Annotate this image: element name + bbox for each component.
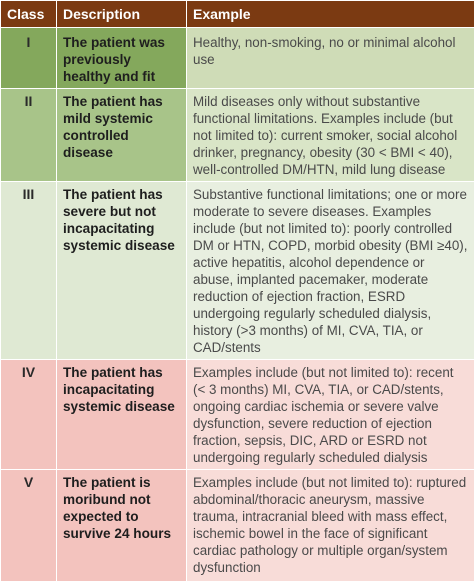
example-cell: Examples include (but not limited to): ruptured abdominal/thoracic aneurysm, massive trauma, intracranial bleed with mass effect, ischemic bowel in the face of significant cardiac pathology or multiple organ/system dysfunction [187,470,474,582]
description-cell: The patient has severe but not incapacitating systemic disease [57,182,187,360]
example-cell: Substantive functional limitations; one or more moderate to severe diseases. Examples include (but not limited to): poorly controlled DM or HTN, COPD, morbid obesity (BMI ≥40), active hepatitis, alcohol dependence or abuse, implanted pacemaker, moderate reduction of ejection fraction, ESRD undergoing regularly scheduled dialysis, history (>3 months) of MI, CVA, TIA, or CAD/stents [187,182,474,360]
class-cell: I [1,28,57,89]
table-row [1,89,474,182]
header-example: Example [187,1,474,28]
example-cell: Mild diseases only without substantive functional limitations. Examples include (but not limited to): current smoker, social alcohol drinker, pregnancy, obesity (30 < BMI < 40), well-controlled DM/HTN, mild lung disease [187,89,474,182]
example-cell: Healthy, non-smoking, no or minimal alcohol use [187,28,474,89]
class-cell: IV [1,360,57,470]
class-cell: III [1,182,57,360]
class-cell: II [1,89,57,182]
table-row [1,28,474,89]
description-cell: The patient was previously healthy and fit [57,28,187,89]
description-cell: The patient is moribund not expected to survive 24 hours [57,470,187,582]
description-cell: The patient has incapacitating systemic disease [57,360,187,470]
table-row [1,360,474,470]
example-cell: Examples include (but not limited to): recent (< 3 months) MI, CVA, TIA, or CAD/stents, ongoing cardiac ischemia or severe valve dysfunction, severe reduction of ejection fraction, sepsis, DIC, ARD or ESRD not undergoing regularly scheduled dialysis [187,360,474,470]
header-row [1,1,474,28]
header-description: Description [57,1,187,28]
table-row [1,182,474,360]
table-row [1,470,474,582]
class-cell: V [1,470,57,582]
header-class: Class [1,1,57,28]
description-cell: The patient has mild systemic controlled disease [57,89,187,182]
